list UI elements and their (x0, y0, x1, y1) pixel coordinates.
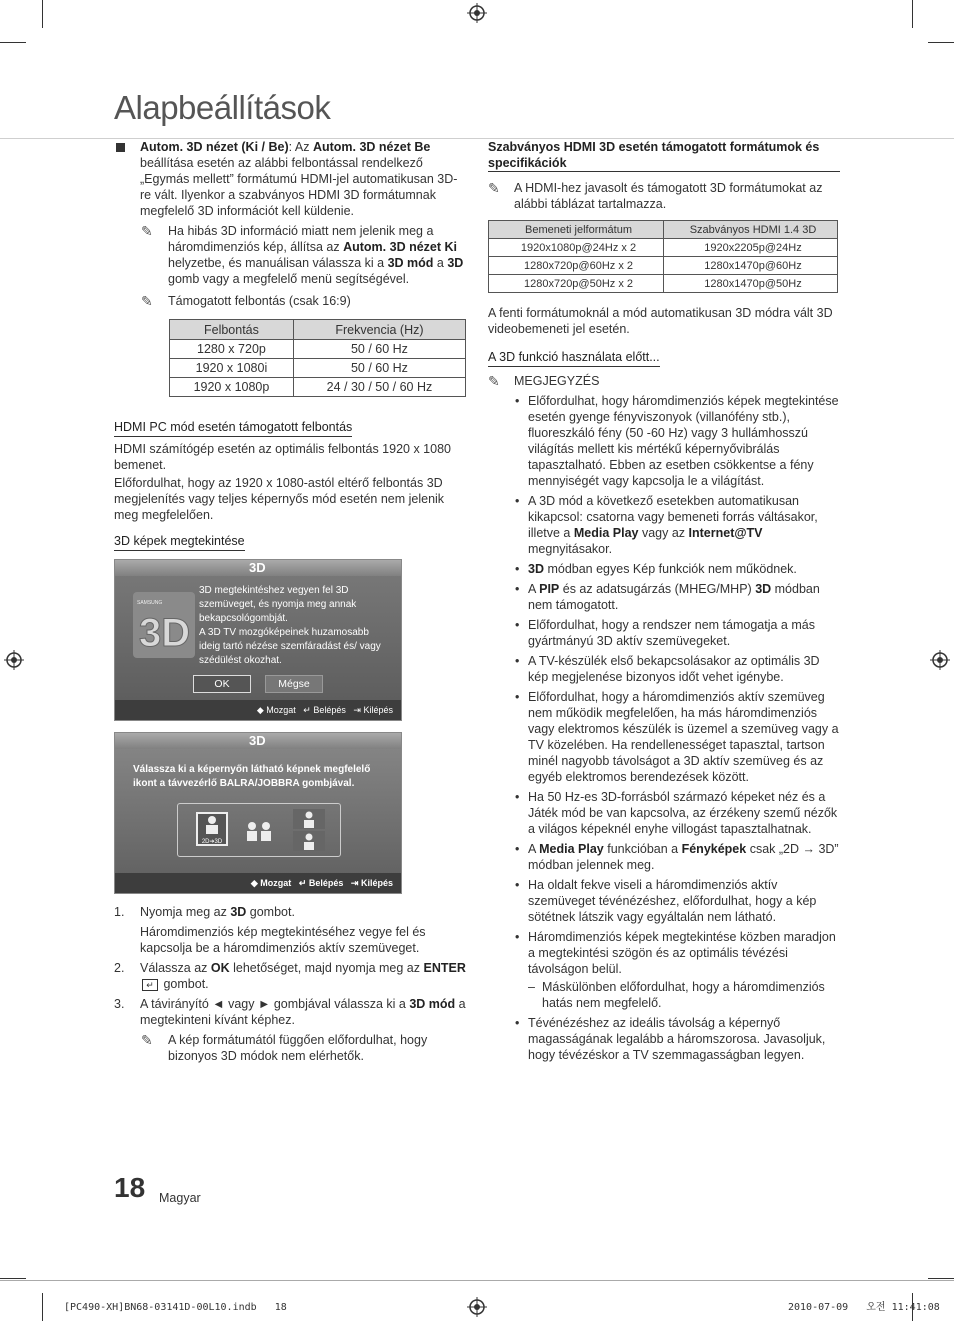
list-text: Előfordulhat, hogy a rendszer nem támogatja a más gyártmányú 3D aktív szemüvegeket. (528, 618, 815, 648)
screen-title: 3D (115, 733, 401, 749)
list-text: A (528, 842, 540, 856)
autom-text: : Az (288, 140, 313, 154)
pencil-note-icon: ✎ (488, 180, 500, 196)
table-header: Frekvencia (Hz) (293, 320, 465, 340)
nav-exit: Kilépés (363, 705, 393, 715)
list-item (488, 561, 840, 577)
ok-button[interactable]: OK (193, 675, 251, 693)
note-text: helyzetbe, és manuálisan válassza ki a (168, 256, 388, 270)
screen-nav-bar (115, 873, 401, 893)
list-item (488, 841, 840, 873)
pencil-note-icon: ✎ (141, 223, 153, 239)
table-row (489, 239, 838, 257)
table-cell: 1280 x 720p (170, 340, 294, 359)
steps-list (114, 904, 466, 1028)
screen-message: 3D megtekintéshez vegyen fel 3D szemüveget, és nyomja meg annak bekapcsológombját. A 3D TV mozgóképeinek huzamosabb ideig tartó nézése szemfáradást és/ vagy szédülést okozhat. (199, 585, 381, 666)
list-text: Ha oldalt fekve viseli a háromdimenziós aktív szemüveget tévénézéshez, előfordulhat, hogy a kép sötétnek látszik vagy egyáltalán nem látható. (528, 878, 817, 924)
table-header: Bemeneti jelformátum (489, 221, 664, 239)
bullet-icon: • (515, 930, 520, 944)
registration-mark-icon (467, 3, 487, 23)
logo-brand: SAMSUNG (137, 600, 163, 606)
note-supported-res (114, 293, 466, 309)
table-header: Felbontás (170, 320, 294, 340)
bullet-icon: • (515, 690, 520, 704)
list-bold: Media Play (539, 842, 604, 856)
step-item (114, 996, 466, 1028)
person-pair-icon (244, 816, 274, 846)
list-text: Előfordulhat, hogy a háromdimenziós aktív szemüveg nem működik megfelelően, ha más háromdimenziós vagy elektromos készülék is üzemel a szemüveg vagy a TV közelében. Ha rendellenességet tapasztal, tartson minél nagyobb távolságot a 3D aktív szemüveg és az egyéb elektromos berendezések között. (528, 690, 839, 784)
hdmi-pc-text: HDMI számítógép esetén az optimális felbontás 1920 x 1080 bemenet. (114, 442, 451, 472)
table-row (489, 275, 838, 293)
note-bold: 3D (447, 256, 464, 270)
mode-top-bottom[interactable] (292, 808, 326, 852)
pencil-note-icon: ✎ (488, 373, 500, 389)
step-text: Nyomja meg az (140, 905, 231, 919)
mode-selector (177, 803, 341, 857)
nav-enter: Belépés (308, 878, 344, 888)
list-item (488, 653, 840, 685)
person-icon (198, 814, 226, 834)
list-item (488, 493, 840, 557)
logo-text: 3D (139, 611, 191, 655)
nav-enter: Belépés (313, 705, 346, 715)
step-text: a megtekinteni kívánt képhez. (140, 997, 466, 1027)
bullet-icon: • (515, 582, 520, 596)
page-language: Magyar (159, 1191, 201, 1205)
autom-label: Autom. 3D nézet (Ki / Be) (140, 140, 289, 154)
hdmi-pc-heading: HDMI PC mód esetén támogatott felbontás (114, 419, 352, 437)
step-text: lehetőséget, majd nyomja meg az (229, 961, 424, 975)
notes-list (488, 393, 840, 1063)
cancel-button[interactable]: Mégse (265, 675, 323, 693)
list-item (488, 929, 840, 1011)
bullet-icon: • (515, 1016, 520, 1030)
resolution-table (169, 319, 466, 397)
step-extra: Háromdimenziós kép megtekintéséhez vegye fel és kapcsolja be a háromdimenziós aktív szemüveget. (140, 925, 426, 955)
table-cell: 1920 x 1080i (170, 359, 294, 378)
autom-bold: Autom. 3D nézet Be (312, 140, 431, 154)
note-text: Ha hibás 3D információ miatt nem jelenik meg a háromdimenziós kép, állítsa az (168, 224, 434, 254)
square-bullet-icon (116, 143, 125, 152)
step-text: A távirányító ◄ vagy ► gombjával válassza ki a (140, 997, 410, 1011)
bullet-icon: • (515, 842, 520, 856)
right-column (488, 139, 840, 1067)
registration-mark-icon (4, 650, 24, 670)
note-text: A HDMI-hez javasolt és támogatott 3D formátumokat az alábbi táblázat tartalmazza. (514, 181, 823, 211)
note-wrong-3d (114, 223, 466, 287)
table-cell: 1920 x 1080p (170, 378, 294, 397)
list-item (488, 689, 840, 785)
nav-move: Mozgat (266, 705, 296, 715)
page-title: Alapbeállítások (114, 89, 331, 126)
bullet-icon: • (515, 394, 520, 408)
step-bold: OK (210, 961, 230, 975)
bullet-icon: • (515, 790, 520, 804)
step-bold: 3D mód (409, 997, 456, 1011)
registration-mark-icon (930, 650, 950, 670)
step-number: 3. (114, 997, 125, 1011)
list-bold: Fényképek (681, 842, 747, 856)
sub-item (528, 979, 840, 1011)
step-bold: ENTER (423, 961, 466, 975)
table-cell: 50 / 60 Hz (293, 340, 465, 359)
list-bold: 3D (755, 582, 772, 596)
arrows-icon: ◆ (256, 705, 264, 715)
list-text: megnyitásakor. (528, 542, 613, 556)
view-3d-heading: 3D képek megtekintése (114, 533, 245, 551)
crop-mark (928, 1278, 954, 1279)
note-bold: 3D mód (387, 256, 434, 270)
list-text: módban nem támogatott. (528, 582, 820, 612)
list-text: funkcióban a (603, 842, 682, 856)
left-column (114, 139, 466, 1064)
list-text: csak „2D → 3D” módban jelennek meg. (528, 842, 839, 872)
before-use-heading: A 3D funkció használata előtt... (488, 349, 660, 367)
list-text: módban egyes Kép funkciók nem működnek. (543, 562, 797, 576)
list-text: Ha 50 Hz-es 3D-forrásból származó képeket néz és a Játék mód be van kapcsolva, az érzékeny szemű nézők a világos képeknél enyhe villogást tapasztalhatnak. (528, 790, 838, 836)
table-row (170, 340, 466, 359)
note-text: Támogatott felbontás (csak 16:9) (168, 294, 351, 308)
date-info: 2010-07-09 오전 11:41:08 (788, 1302, 940, 1313)
list-text: és az adatsugárzás (MHEG/MHP) (559, 582, 756, 596)
list-bold: Media Play (573, 526, 639, 540)
pencil-note-icon: ✎ (141, 293, 153, 309)
crop-mark (912, 0, 913, 28)
list-text: A 3D mód a következő esetekben automatikusan kikapcsol: csatorna vagy bemeneti forrás váltásakor, illetve a (528, 494, 818, 540)
autom-3d-item (114, 139, 466, 219)
table-header: Szabványos HDMI 1.4 3D (664, 221, 838, 239)
crop-mark (42, 1293, 43, 1321)
list-bold: Internet@TV (688, 526, 763, 540)
screen-message: Válassza ki a képernyőn látható képnek megfelelő ikont a távvezérlő BALRA/JOBBRA gombjával. (133, 764, 371, 789)
table-cell: 1280x1470p@60Hz (664, 257, 838, 275)
samsung-3d-logo-icon (133, 592, 195, 658)
list-text: A TV-készülék első bekapcsolásakor az optimális 3D kép megjelenése bizonyos időt vehet igénybe. (528, 654, 820, 684)
screen-title: 3D (115, 560, 401, 576)
autom-text: beállítása esetén az alábbi felbontással rendelkező „Egymás mellett” formátumú HDMI-jel automatikusan 3D-re vált. Ilyenkor a szabványos HDMI 3D formátumnak megfelelő 3D információt kell küldenie. (140, 156, 458, 218)
crop-mark (42, 0, 43, 28)
list-item (488, 617, 840, 649)
table-cell: 1280x720p@60Hz x 2 (489, 257, 664, 275)
list-text: Tévénézéshez az ideális távolság a képernyő magasságának legalább a háromszorosa. Javasoljuk, hogy tévézéskor a TV szemmagasságban legyen. (528, 1016, 826, 1062)
file-info: [PC490-XH]BN68-03141D-00L10.indb 18 (64, 1302, 287, 1313)
dash-icon: – (528, 980, 535, 994)
tv-screen-3d-warning (114, 559, 402, 721)
step-text: gombot. (160, 977, 209, 991)
step-item (114, 960, 466, 992)
list-text: vagy az (638, 526, 689, 540)
person-stack-icon (292, 808, 326, 852)
table-row (170, 359, 466, 378)
notes-label (488, 373, 840, 389)
registration-mark-icon (467, 1297, 487, 1317)
auto-switch-text: A fenti formátumoknál a mód automatikusan 3D módra vált 3D videobemeneti jel esetén. (488, 306, 833, 336)
enter-key-icon: ↵ (142, 979, 158, 991)
nav-exit: Kilépés (360, 878, 393, 888)
step-number: 1. (114, 905, 125, 919)
pencil-note-icon: ✎ (141, 1032, 153, 1048)
hdmi-pc-text: Előfordulhat, hogy az 1920 x 1080-astól eltérő felbontás 3D megjelenítés vagy teljes képernyős mód esetén nem jelenik meg megfelelően. (114, 476, 445, 522)
list-bold: 3D (528, 562, 544, 576)
note-text: a (433, 256, 448, 270)
bullet-icon: • (515, 618, 520, 632)
note-bold: Autom. 3D nézet Ki (343, 240, 457, 254)
bullet-icon: • (515, 878, 520, 892)
list-item (488, 581, 840, 613)
table-row (489, 257, 838, 275)
step-item (114, 904, 466, 956)
crop-mark (928, 42, 954, 43)
notes-label-text: MEGJEGYZÉS (514, 374, 600, 388)
list-text: A (528, 582, 540, 596)
crop-mark (0, 42, 26, 43)
step-text: gombot. (246, 905, 295, 919)
bullet-icon: • (515, 562, 520, 576)
bullet-icon: • (515, 494, 520, 508)
table-cell: 1920x1080p@24Hz x 2 (489, 239, 664, 257)
mode-side-by-side[interactable] (244, 816, 274, 846)
mode-2d-to-3d[interactable] (196, 812, 228, 846)
step-text: Válassza az (140, 961, 211, 975)
table-cell: 1920x2205p@24Hz (664, 239, 838, 257)
step-bold: 3D (230, 905, 247, 919)
list-text: Máskülönben előfordulhat, hogy a háromdimenziós hatás nem megfelelő. (542, 980, 825, 1010)
note-hdmi-formats (488, 180, 840, 212)
exit-icon: ⇥ (350, 878, 359, 888)
screen-nav-bar (115, 700, 401, 720)
table-cell: 50 / 60 Hz (293, 359, 465, 378)
enter-icon: ↵ (303, 705, 311, 715)
note-text: A kép formátumától függően előfordulhat, hogy bizonyos 3D módok nem elérhetők. (168, 1033, 428, 1063)
list-item (488, 789, 840, 837)
nav-move: Mozgat (260, 878, 292, 888)
exit-icon: ⇥ (353, 705, 361, 715)
note-3d-formats (114, 1032, 466, 1064)
table-row (170, 378, 466, 397)
page-number: 18 (114, 1172, 146, 1203)
arrows-icon: ◆ (250, 878, 258, 888)
list-text: Háromdimenziós képek megtekintése közben maradjon a megtekintési szögön és az optimális tévézési távolságon belül. (528, 930, 836, 976)
list-item (488, 393, 840, 489)
list-text: Előfordulhat, hogy háromdimenziós képek megtekintése esetén gyenge fényviszonyok (villanófény stb.), fluoreszkáló fény (50 -60 Hz) vagy 3 hullámhosszú világítás mellett kis mértékű képernyővibrálás tapasztalható. Ebben az esetben csökkentse a fény mennyiségét vagy kapcsolja le a világítást. (528, 394, 839, 488)
tv-screen-3d-mode-select (114, 732, 402, 894)
list-item (488, 1015, 840, 1063)
crop-mark (0, 1278, 26, 1279)
table-cell: 1280x720p@50Hz x 2 (489, 275, 664, 293)
step-number: 2. (114, 961, 125, 975)
table-cell: 1280x1470p@50Hz (664, 275, 838, 293)
footer-divider (0, 1280, 954, 1281)
hdmi-format-table (488, 220, 838, 293)
list-bold: PIP (539, 582, 560, 596)
mode-label: 2D➔3D (201, 839, 223, 845)
bullet-icon: • (515, 654, 520, 668)
enter-icon: ↵ (298, 878, 307, 888)
note-text: gomb vagy a megfelelő menü segítségével. (168, 272, 410, 286)
std-hdmi-heading: Szabványos HDMI 3D esetén támogatott formátumok és specifikációk (488, 140, 820, 170)
list-item (488, 877, 840, 925)
table-cell: 24 / 30 / 50 / 60 Hz (293, 378, 465, 397)
